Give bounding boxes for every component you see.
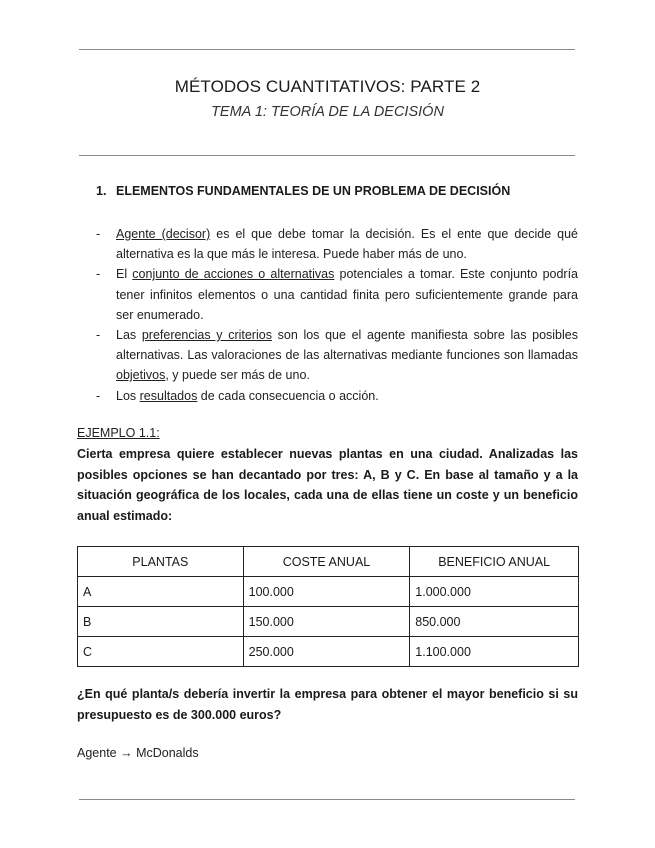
list-item [96,386,578,406]
bullet-prefix: El [116,267,133,282]
term-objectives: objetivos [116,368,166,383]
table-cell: C [78,637,244,667]
page-subtitle: TEMA 1: TEORÍA DE LA DECISIÓN [211,104,444,120]
table-cell: 100.000 [243,577,410,607]
table-cell: 150.000 [243,607,410,637]
term-alternatives: conjunto de acciones o alternativas [132,267,335,282]
table-row [78,577,579,607]
bullet-text: de cada consecuencia o acción. [197,388,379,403]
plants-table [77,546,579,667]
column-header-cost: COSTE ANUAL [243,547,410,577]
term-results: resultados [139,388,198,403]
bullet-dash: - [96,227,101,241]
table-cell: 1.000.000 [410,577,579,607]
table-cell: B [78,607,244,637]
table-cell: 850.000 [410,607,579,637]
example-statement: Cierta empresa quiere establecer nuevas plantas en una ciudad. Analizadas las posibles opciones se han decantado por tres: A, B y C. En base al tamaño y a la situación geográfica de los locales, cada una de ellas tiene un coste y un beneficio anual estimado: [77,447,578,524]
bullet-dash: - [96,328,101,343]
bullet-prefix: Los [116,388,140,403]
example-label: EJEMPLO 1.1: [77,426,160,440]
bottom-divider [79,799,575,800]
list-item [96,264,578,325]
section-number: 1. [96,184,107,198]
page-title: MÉTODOS CUANTITATIVOS: PARTE 2 [174,77,481,96]
bullet-dash: - [96,267,101,282]
column-header-plants: PLANTAS [78,547,244,577]
agent-note: Agente → McDonalds [77,746,199,760]
table-row [78,637,579,667]
section-heading [96,184,510,198]
example-question: ¿En qué planta/s debería invertir la empresa para obtener el mayor beneficio si su presupuesto es de 300.000 euros? [77,687,578,722]
elements-list [96,224,578,406]
term-agent: Agente (decisor) [116,227,211,241]
section-heading-text: ELEMENTOS FUNDAMENTALES DE UN PROBLEMA DE DECISIÓN [116,184,511,198]
bullet-prefix: Las [116,328,142,343]
header-divider [79,155,575,156]
table-cell: 1.100.000 [410,637,579,667]
table-cell: 250.000 [243,637,410,667]
list-item [96,325,578,386]
column-header-benefit: BENEFICIO ANUAL [410,547,579,577]
bullet-text: es el que debe tomar la decisión. Es el ente que decide qué alternativa es la que más le interesa. Puede haber más de uno. [116,227,579,262]
top-divider [79,49,575,50]
term-preferences: preferencias y criterios [141,328,272,343]
table-row [78,607,579,637]
bullet-dash: - [96,388,101,403]
table-header-row [78,547,579,577]
list-item [96,224,578,264]
table-cell: A [78,577,244,607]
bullet-text: son los que el agente manifiesta sobre las posibles alternativas. Las valoraciones de las alternativas mediante funciones son llamadas [116,328,578,363]
bullet-text-end: , y puede ser más de uno. [165,368,310,383]
bullet-text: potenciales a tomar. Este conjunto podría tener infinitos elementos o una cantidad finita pero suficientemente grande para ser enumerado. [116,267,579,322]
